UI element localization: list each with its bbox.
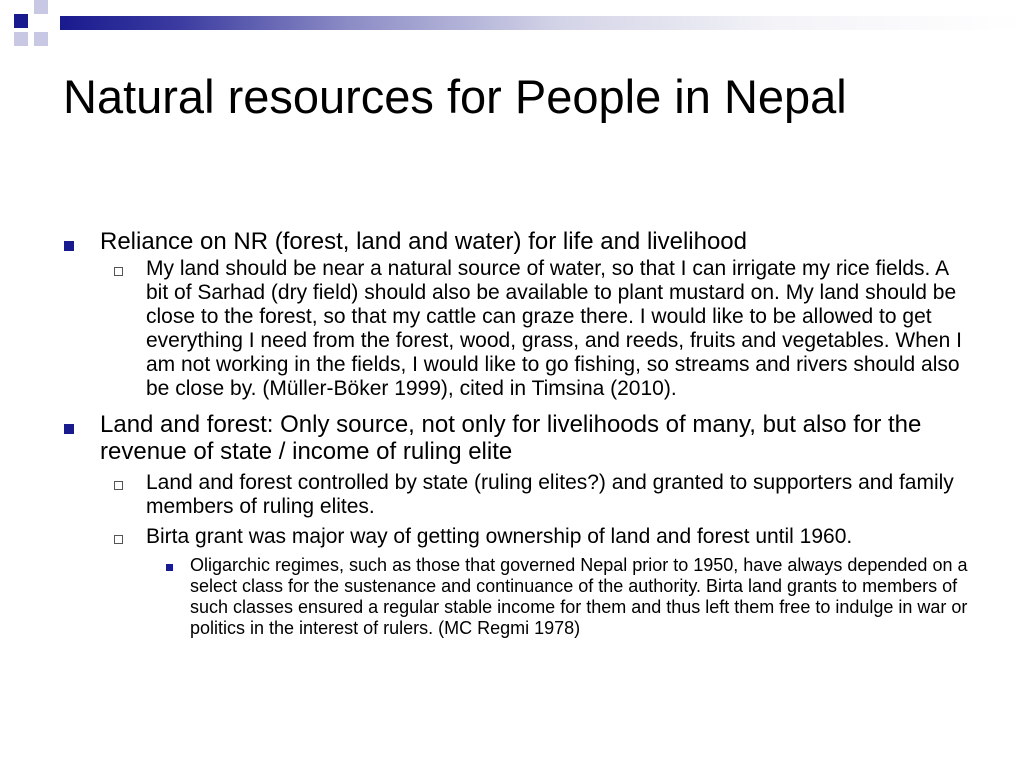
sub-bullet-text: My land should be near a natural source of water, so that I can irrigate my rice fields. A bit of Sarhad (dry field) should also be available to plant mustard on. My land should be close to the forest, so that my cattle can graze there. I would like to be allowed to get everything I need from the forest, wood, grass, and reeds, fruits and vegetables. When I am not working in the fields, I would like to go fishing, so streams and rivers should also be close by. (Müller-Böker 1999), cited in Timsina (2010). [146, 257, 962, 400]
hollow-square-bullet-icon [114, 481, 123, 490]
sub-bullet-item [0, 257, 966, 401]
header-decoration [0, 0, 1024, 48]
hollow-square-bullet-icon [114, 535, 123, 544]
sub-bullet-item [0, 525, 966, 549]
sub-sub-bullet-text: Oligarchic regimes, such as those that governed Nepal prior to 1950, have always depended on a select class for the sustenance and continuance of the authority. Birta land grants to members of such classes ensured a regular stable income for them and thus left them free to indulge in war or politics in the interest of rulers. (MC Regmi 1978) [190, 555, 968, 638]
decor-square [14, 32, 28, 46]
square-bullet-icon [64, 241, 74, 251]
hollow-square-bullet-icon [114, 267, 123, 276]
sub-bullet-text: Birta grant was major way of getting ownership of land and forest until 1960. [146, 525, 853, 548]
decor-square [34, 0, 48, 14]
header-gradient-bar [60, 16, 1024, 30]
sub-bullet-text: Land and forest controlled by state (ruling elites?) and granted to supporters and family members of ruling elites. [146, 471, 954, 518]
square-bullet-icon [64, 424, 74, 434]
sub-sub-bullet-item [0, 555, 970, 639]
slide-body [0, 222, 1024, 639]
bullet-text: Land and forest: Only source, not only for livelihoods of many, but also for the revenue of state / income of ruling elite [100, 411, 922, 465]
decor-square [14, 14, 28, 28]
small-square-bullet-icon [166, 564, 173, 571]
bullet-item [0, 228, 940, 255]
bullet-text: Reliance on NR (forest, land and water) for life and livelihood [100, 228, 748, 255]
decor-square [34, 32, 48, 46]
bullet-item [0, 411, 940, 465]
slide-title: Natural resources for People in Nepal [63, 70, 847, 123]
sub-bullet-item [0, 471, 966, 519]
